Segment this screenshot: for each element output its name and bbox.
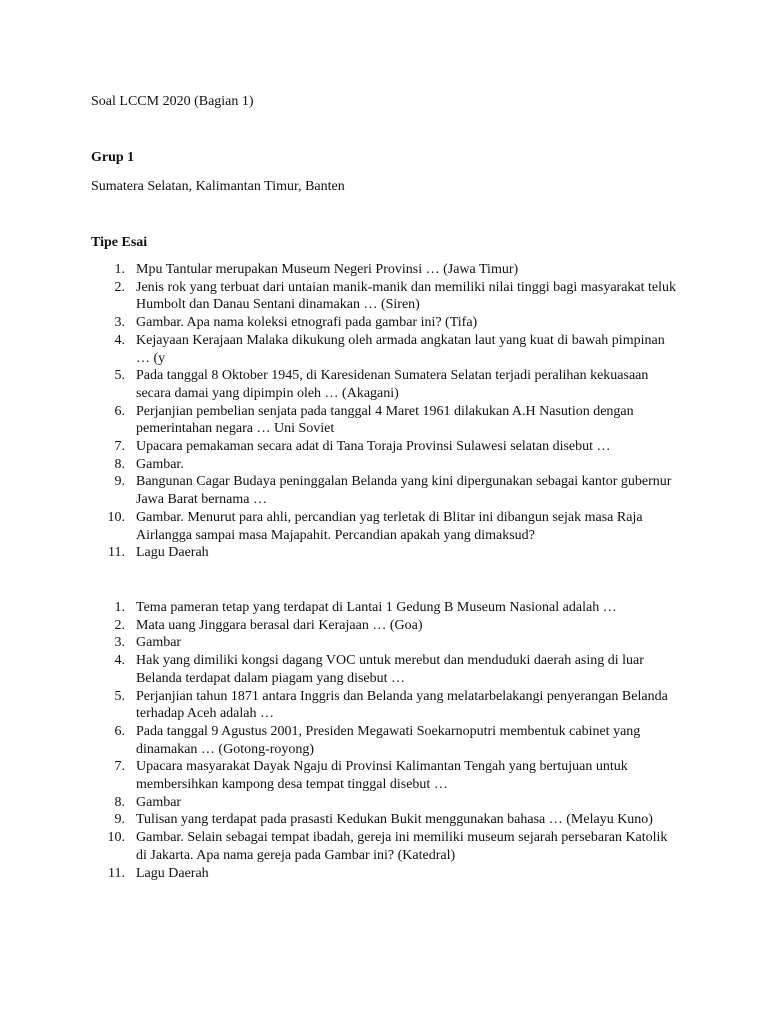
question-number: 9. (114, 474, 125, 490)
question-item (91, 314, 681, 332)
question-number: 5. (114, 368, 125, 384)
question-item (91, 829, 681, 864)
question-number: 8. (114, 456, 125, 472)
question-text: Mpu Tantular merupakan Museum Negeri Provinsi … (Jawa Timur) (136, 262, 519, 277)
question-text: Upacara pemakaman secara adat di Tana Toraja Provinsi Sulawesi selatan disebut … (136, 439, 611, 455)
question-text: Gambar. Apa nama koleksi etnografi pada gambar ini? (Tifa) (136, 315, 478, 331)
province-list: Sumatera Selatan, Kalimantan Timur, Banten (91, 179, 345, 194)
question-number: 9. (114, 812, 125, 828)
question-item (91, 634, 681, 652)
question-text: Upacara masyarakat Dayak Ngaju di Provinsi Kalimantan Tengah yang bertujuan untuk membersihkan kampong desa tempat tinggal disebut … (136, 759, 628, 793)
question-item (91, 261, 681, 279)
question-text: Lagu Daerah (136, 545, 209, 561)
question-number: 8. (114, 794, 125, 810)
question-number: 4. (114, 332, 125, 348)
question-number: 11. (108, 865, 125, 881)
question-number: 6. (114, 723, 125, 739)
question-text: Perjanjian tahun 1871 antara Inggris dan Belanda yang melatarbelakangi penyerangan Belanda terhadap Aceh adalah … (136, 688, 668, 722)
question-item (91, 456, 681, 474)
question-list-2 (91, 599, 681, 882)
question-text: Gambar (136, 635, 182, 651)
question-item (91, 617, 681, 635)
question-number: 10. (107, 509, 125, 525)
question-text: Mata uang Jinggara berasal dari Kerajaan … (Goa) (136, 617, 423, 633)
question-item (91, 332, 681, 367)
question-text: Gambar. Selain sebagai tempat ibadah, gereja ini memiliki museum sejarah persebaran Katolik di Jakarta. Apa nama gereja pada Gambar ini? (Katedral) (136, 830, 668, 863)
question-number: 7. (114, 439, 125, 455)
question-text: Perjanjian pembelian senjata pada tanggal 4 Maret 1961 dilakukan A.H Nasution dengan pemerintahan negara … Uni Soviet (136, 403, 634, 437)
question-item (91, 688, 681, 723)
question-number: 1. (114, 600, 125, 615)
question-item (91, 652, 681, 687)
question-item (91, 403, 681, 438)
question-text: Bangunan Cagar Budaya peninggalan Belanda yang kini dipergunakan sebagai kantor gubernur Jawa Barat bernama … (136, 474, 672, 508)
question-item (91, 544, 681, 562)
question-item (91, 367, 681, 402)
question-number: 7. (114, 759, 125, 775)
question-item (91, 509, 681, 544)
question-text: Gambar. Menurut para ahli, percandian yag terletak di Blitar ini dibangun sejak masa Raja Airlangga sampai masa Majapahit. Percandian apakah yang dimaksud? (136, 509, 643, 543)
question-number: 10. (107, 830, 125, 846)
question-item (91, 811, 681, 829)
question-text: Tulisan yang terdapat pada prasasti Kedukan Bukit menggunakan bahasa … (Melayu Kuno) (136, 812, 653, 828)
question-text: Gambar (136, 794, 182, 810)
document-title: Soal LCCM 2020 (Bagian 1) (91, 94, 254, 109)
question-number: 4. (114, 653, 125, 669)
question-number: 6. (114, 403, 125, 419)
question-text: Lagu Daerah (136, 865, 209, 881)
question-list-1 (91, 261, 681, 562)
question-number: 2. (114, 279, 125, 295)
question-item (91, 723, 681, 758)
question-text: Kejayaan Kerajaan Malaka dikukung oleh armada angkatan laut yang kuat di bawah pimpinan … (y (136, 332, 665, 366)
question-type-heading: Tipe Esai (91, 235, 148, 250)
question-text: Gambar. (136, 456, 184, 472)
question-number: 3. (114, 635, 125, 651)
question-item (91, 473, 681, 508)
question-item (91, 438, 681, 456)
question-item (91, 279, 681, 314)
question-number: 2. (114, 617, 125, 633)
group-heading: Grup 1 (91, 150, 135, 165)
question-item (91, 794, 681, 812)
question-item (91, 865, 681, 883)
question-item (91, 758, 681, 793)
question-text: Pada tanggal 8 Oktober 1945, di Karesidenan Sumatera Selatan terjadi peralihan kekuasaan secara damai yang dipimpin oleh … (Akagani) (136, 368, 649, 401)
question-number: 11. (108, 545, 125, 561)
question-number: 5. (114, 688, 125, 704)
question-number: 1. (114, 262, 125, 277)
question-text: Hak yang dimiliki kongsi dagang VOC untuk merebut dan menduduki daerah asing di luar Belanda terdapat dalam piagam yang disebut … (136, 653, 644, 686)
question-number: 3. (114, 315, 125, 331)
question-text: Tema pameran tetap yang terdapat di Lantai 1 Gedung B Museum Nasional adalah … (136, 600, 617, 615)
question-text: Jenis rok yang terbuat dari untaian manik-manik dan memiliki nilai tinggi bagi masyarakat teluk Humbolt dan Danau Sentani dinamakan … (Siren) (136, 279, 677, 313)
question-item (91, 599, 681, 617)
question-text: Pada tanggal 9 Agustus 2001, Presiden Megawati Soekarnoputri membentuk cabinet yang dinamakan … (Gotong-royong) (136, 723, 641, 757)
